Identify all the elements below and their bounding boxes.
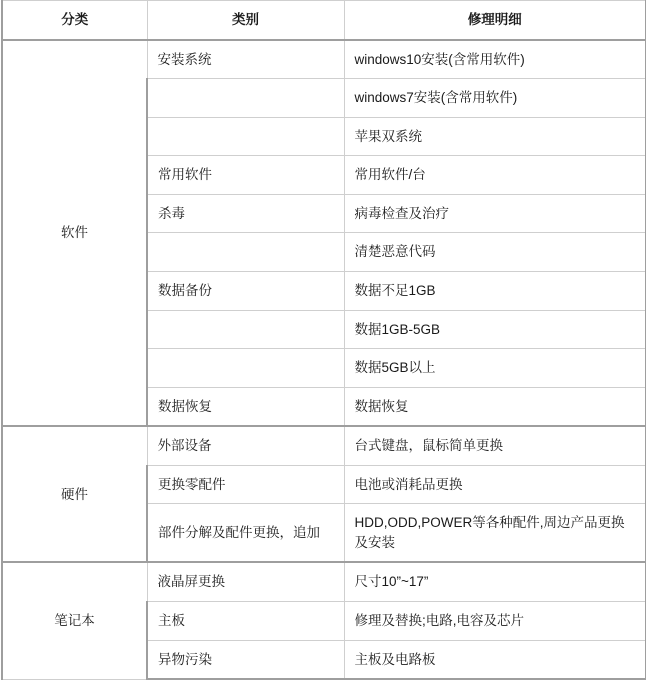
detail-cell: 数据1GB-5GB bbox=[344, 310, 646, 349]
detail-cell: 数据恢复 bbox=[344, 387, 646, 426]
category-cell: 部件分解及配件更换，追加 bbox=[147, 504, 344, 563]
category-cell: 外部设备 bbox=[147, 426, 344, 465]
detail-cell: 苹果双系统 bbox=[344, 117, 646, 156]
table-row bbox=[2, 426, 646, 465]
table-body bbox=[2, 40, 646, 680]
detail-cell: 台式键盘，鼠标简单更换 bbox=[344, 426, 646, 465]
detail-cell: 修理及替换;电路,电容及芯片 bbox=[344, 602, 646, 641]
category-cell bbox=[147, 117, 344, 156]
table-row bbox=[2, 562, 646, 601]
repair-price-table bbox=[1, 0, 646, 680]
table-row bbox=[2, 40, 646, 79]
column-header-detail: 修理明细 bbox=[344, 1, 646, 40]
detail-cell: HDD,ODD,POWER等各种配件,周边产品更换及安装 bbox=[344, 504, 646, 563]
group-label-hardware: 硬件 bbox=[2, 426, 147, 562]
detail-cell: windows7安装(含常用软件) bbox=[344, 79, 646, 118]
detail-cell: 主板及电路板 bbox=[344, 640, 646, 679]
category-cell: 主板 bbox=[147, 602, 344, 641]
category-cell bbox=[147, 310, 344, 349]
detail-cell: 数据5GB以上 bbox=[344, 349, 646, 388]
detail-cell: 常用软件/台 bbox=[344, 156, 646, 195]
table-header-row bbox=[2, 1, 646, 40]
detail-cell: 电池或消耗品更换 bbox=[344, 465, 646, 504]
detail-cell: 病毒检查及治疗 bbox=[344, 194, 646, 233]
column-header-category: 类别 bbox=[147, 1, 344, 40]
category-cell bbox=[147, 349, 344, 388]
group-label-software: 软件 bbox=[2, 40, 147, 427]
column-header-category-group: 分类 bbox=[2, 1, 147, 40]
table-header bbox=[2, 1, 646, 40]
category-cell: 数据备份 bbox=[147, 271, 344, 310]
category-cell: 数据恢复 bbox=[147, 387, 344, 426]
detail-cell: windows10安装(含常用软件) bbox=[344, 40, 646, 79]
detail-cell: 数据不足1GB bbox=[344, 271, 646, 310]
category-cell: 杀毒 bbox=[147, 194, 344, 233]
category-cell: 常用软件 bbox=[147, 156, 344, 195]
category-cell: 异物污染 bbox=[147, 640, 344, 679]
category-cell bbox=[147, 79, 344, 118]
group-label-laptop: 笔记本 bbox=[2, 562, 147, 679]
detail-cell: 尺寸10”~17” bbox=[344, 562, 646, 601]
category-cell: 更换零配件 bbox=[147, 465, 344, 504]
category-cell bbox=[147, 233, 344, 272]
detail-cell: 清楚恶意代码 bbox=[344, 233, 646, 272]
category-cell: 液晶屏更换 bbox=[147, 562, 344, 601]
category-cell: 安装系统 bbox=[147, 40, 344, 79]
